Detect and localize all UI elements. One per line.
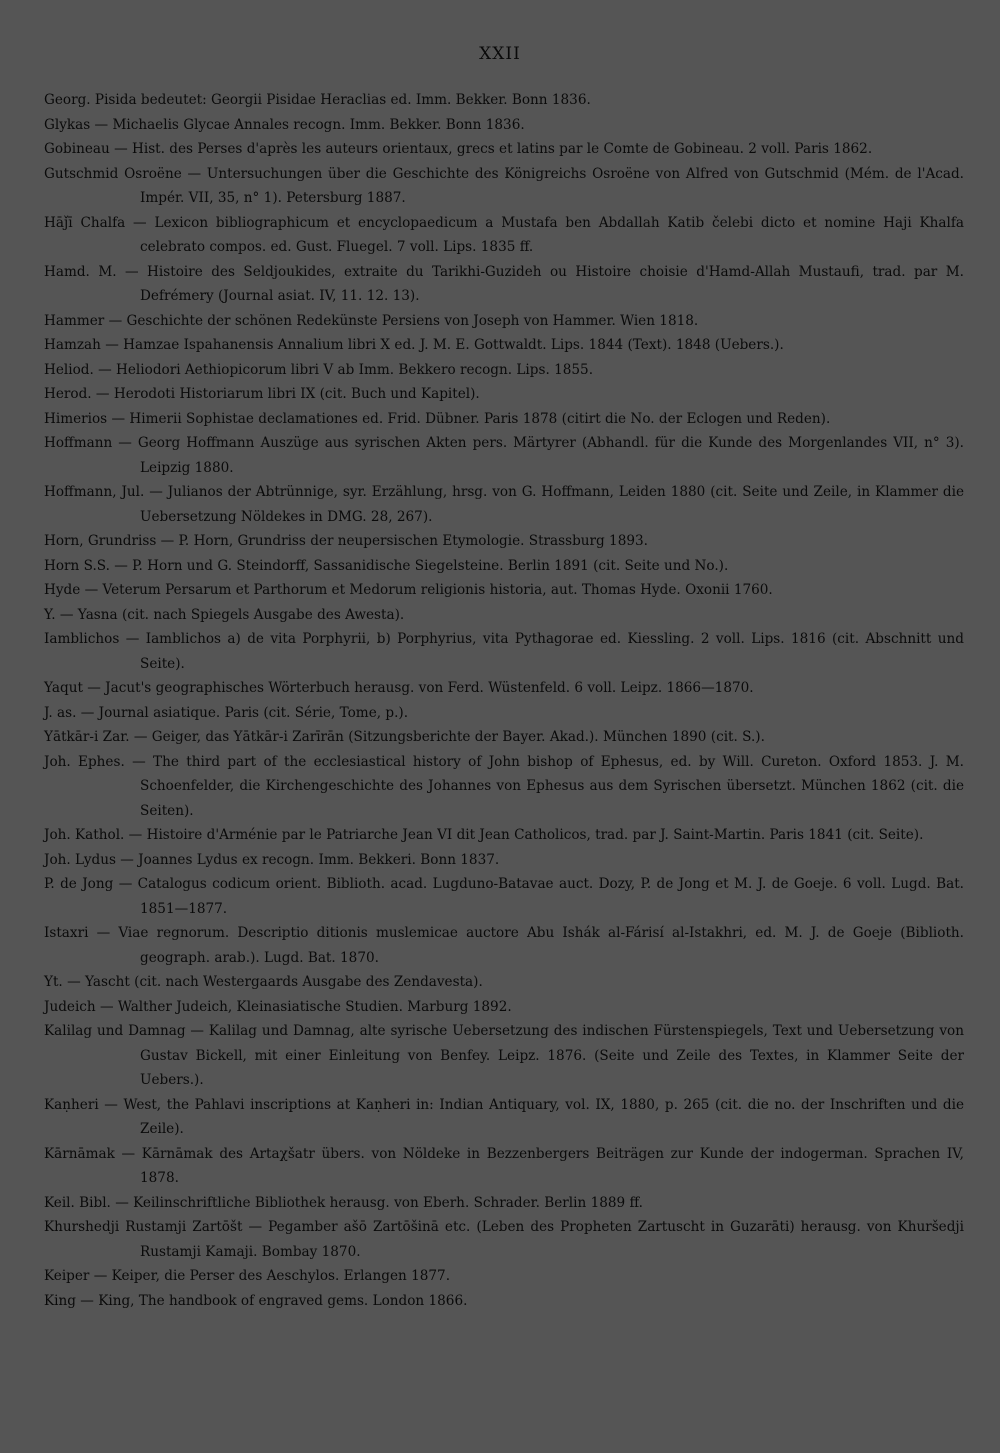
page-number: XXII	[479, 44, 521, 64]
bibliography-entry: King — King, The handbook of engraved gems. London 1866.	[44, 1292, 468, 1309]
bibliography-entry: P. de Jong — Catalogus codicum orient. Biblioth. acad. Lugduno-Batavae auct. Dozy, P. de Jong et M. J. de Goeje. 6 voll. Lugd. Bat. 1851—1877.	[44, 876, 964, 917]
bibliography-entry: Herod. — Herodoti Historiarum libri IX (cit. Buch und Kapitel).	[44, 386, 480, 402]
bibliography-entry: Kaṇheri — West, the Pahlavi inscriptions at Kaṇheri in: Indian Antiquary, vol. IX, 1880, p. 265 (cit. die no. der Inschriften und die Zeile).	[44, 1096, 964, 1137]
bibliography-entry: Joh. Ephes. — The third part of the ecclesiastical history of John bishop of Ephesus, ed. by Will. Cureton. Oxford 1853. J. M. Schoenfelder, die Kirchengeschichte des Johannes von Ephesus aus dem Syrischen übersetzt. München 1862 (cit. die Seiten).	[44, 753, 964, 819]
bibliography-entry: Joh. Kathol. — Histoire d'Arménie par le Patriarche Jean VI dit Jean Catholicos, trad. par J. Saint-Martin. Paris 1841 (cit. Seite).	[44, 827, 924, 843]
bibliography-entry: J. as. — Journal asiatique. Paris (cit. Série, Tome, p.).	[44, 704, 409, 721]
bibliography-entry: Himerios — Himerii Sophistae declamationes ed. Frid. Dübner. Paris 1878 (citirt die No. der Eclogen und Reden).	[44, 410, 831, 427]
bibliography-entry: Glykas — Michaelis Glycae Annales recogn. Imm. Bekker. Bonn 1836.	[44, 116, 525, 133]
bibliography-entry: Hoffmann — Georg Hoffmann Auszüge aus syrischen Akten pers. Märtyrer (Abhandl. für die Kunde des Morgenlandes VII, n° 3). Leipzig 1880.	[44, 435, 964, 476]
bibliography-entry: Yaqut — Jacut's geographisches Wörterbuch herausg. von Ferd. Wüstenfeld. 6 voll. Leipz. 1866—1870.	[44, 680, 754, 696]
bibliography-list	[44, 88, 964, 1313]
bibliography-entry: Heliod. — Heliodori Aethiopicorum libri V ab Imm. Bekkero recogn. Lips. 1855.	[44, 361, 594, 378]
bibliography-entry: Georg. Pisida bedeutet: Georgii Pisidae Heraclias ed. Imm. Bekker. Bonn 1836.	[44, 92, 591, 108]
bibliography-entry: Gobineau — Hist. des Perses d'après les auteurs orientaux, grecs et latins par le Comte de Gobineau. 2 voll. Paris 1862.	[44, 141, 873, 157]
bibliography-entry: Istaxri — Viae regnorum. Descriptio ditionis muslemicae auctore Abu Ishák al-Fárisí al-Istakhri, ed. M. J. de Goeje (Biblioth. geograph. arab.). Lugd. Bat. 1870.	[44, 925, 964, 966]
bibliography-entry: Hamzah — Hamzae Ispahanensis Annalium libri X ed. J. M. E. Gottwaldt. Lips. 1844 (Text). 1848 (Uebers.).	[44, 337, 784, 353]
bibliography-entry: Y. — Yasna (cit. nach Spiegels Ausgabe des Awesta).	[44, 606, 405, 623]
bibliography-entry: Kārnāmak — Kārnāmak des Artaχšatr übers. von Nöldeke in Bezzenbergers Beiträgen zur Kunde der indogerman. Sprachen IV, 1878.	[44, 1145, 964, 1186]
bibliography-entry: Hamd. M. — Histoire des Seldjoukides, extraite du Tarikhi-Guzideh ou Histoire choisie d'Hamd-Allah Mustaufi, trad. par M. Defrémery (Journal asiat. IV, 11. 12. 13).	[44, 263, 964, 304]
bibliography-entry: Judeich — Walther Judeich, Kleinasiatische Studien. Marburg 1892.	[44, 998, 512, 1015]
bibliography-entry: Keiper — Keiper, die Perser des Aeschylos. Erlangen 1877.	[44, 1268, 451, 1284]
bibliography-entry: Hyde — Veterum Persarum et Parthorum et Medorum religionis historia, aut. Thomas Hyde. Oxonii 1760.	[44, 582, 773, 598]
bibliography-entry: Kalilag und Damnag — Kalilag und Damnag, alte syrische Uebersetzung des indischen Fürstenspiegels, Text und Uebersetzung von Gustav Bickell, mit einer Einleitung von Benfey. Leipz. 1876. (Seite und Zeile des Textes, in Klammer Seite der Uebers.).	[44, 1023, 964, 1088]
bibliography-entry: Hammer — Geschichte der schönen Redekünste Persiens von Joseph von Hammer. Wien 1818.	[44, 312, 699, 329]
bibliography-entry: Horn, Grundriss — P. Horn, Grundriss der neupersischen Etymologie. Strassburg 1893.	[44, 533, 648, 549]
bibliography-entry: Horn S.S. — P. Horn und G. Steindorff, Sassanidische Siegelsteine. Berlin 1891 (cit. Seite und No.).	[44, 557, 729, 574]
bibliography-entry: Yātkār-i Zar. — Geiger, das Yātkār-i Zarīrān (Sitzungsberichte der Bayer. Akad.). München 1890 (cit. S.).	[44, 729, 765, 745]
bibliography-entry: Yt. — Yascht (cit. nach Westergaards Ausgabe des Zendavesta).	[44, 974, 483, 990]
bibliography-entry: Iamblichos — Iamblichos a) de vita Porphyrii, b) Porphyrius, vita Pythagorae ed. Kiessling. 2 voll. Lips. 1816 (cit. Abschnitt und Seite).	[44, 631, 964, 672]
bibliography-entry: Khurshedji Rustamji Zartōšt — Pegamber ašō Zartōšinā etc. (Leben des Propheten Zartuscht in Guzarāti) herausg. von Khuršedji Rustamji Kamaji. Bombay 1870.	[44, 1219, 964, 1260]
bibliography-entry: Hāǰī Chalfa — Lexicon bibliographicum et encyclopaedicum a Mustafa ben Abdallah Katib čelebi dicto et nomine Haji Khalfa celebrato compos. ed. Gust. Fluegel. 7 voll. Lips. 1835 ff.	[44, 214, 964, 255]
bibliography-entry: Keil. Bibl. — Keilinschriftliche Bibliothek herausg. von Eberh. Schrader. Berlin 1889 ff.	[44, 1194, 643, 1211]
bibliography-entry: Hoffmann, Jul. — Julianos der Abtrünnige, syr. Erzählung, hrsg. von G. Hoffmann, Leiden 1880 (cit. Seite und Zeile, in Klammer die Uebersetzung Nöldekes in DMG. 28, 267).	[44, 484, 964, 525]
bibliography-entry: Gutschmid Osroëne — Untersuchungen über die Geschichte des Königreichs Osroëne von Alfred von Gutschmid (Mém. de l'Acad. Impér. VII, 35, n° 1). Petersburg 1887.	[44, 165, 964, 206]
bibliography-entry: Joh. Lydus — Joannes Lydus ex recogn. Imm. Bekkeri. Bonn 1837.	[44, 851, 500, 868]
